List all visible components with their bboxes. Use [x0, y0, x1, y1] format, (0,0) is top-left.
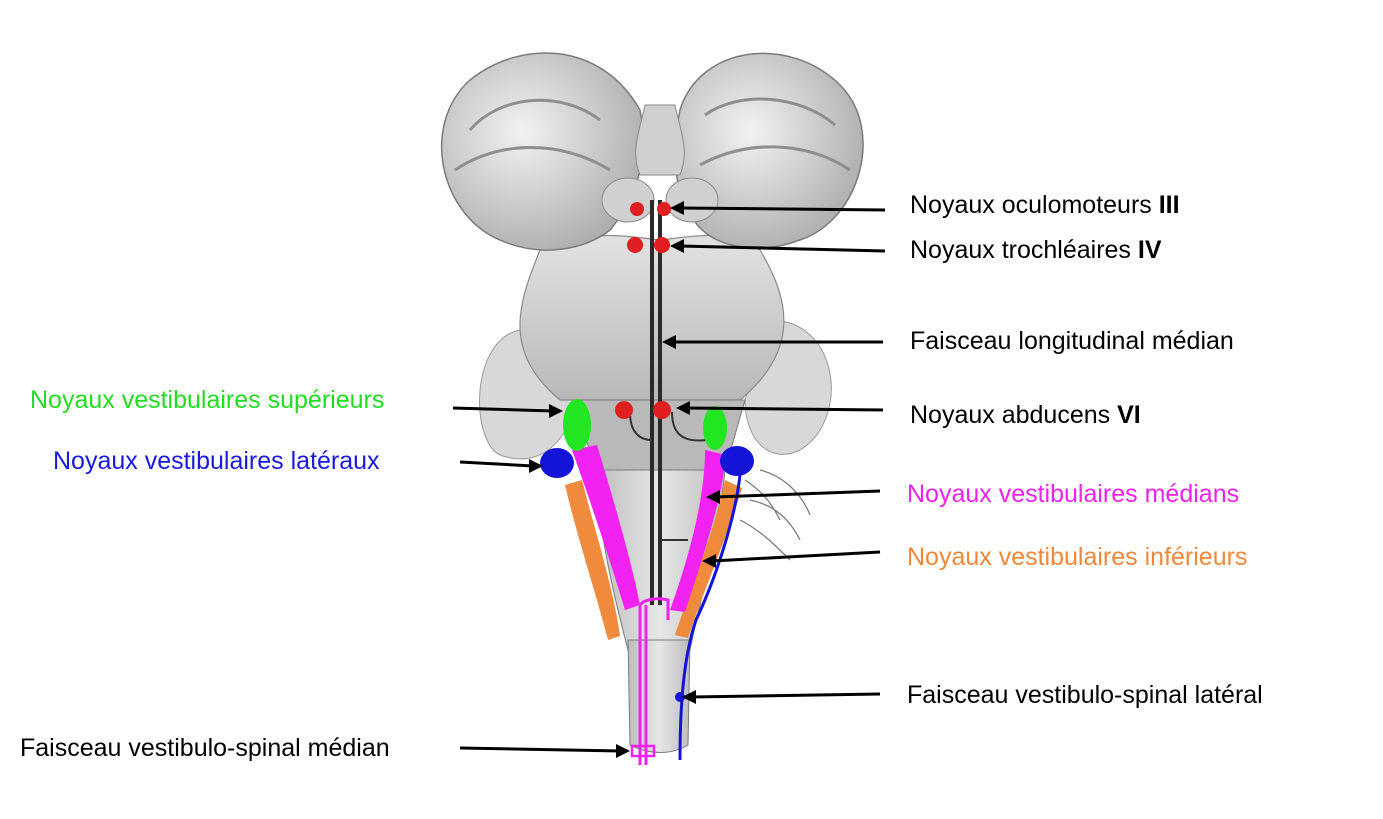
trochlear-nucleus-left — [627, 237, 643, 253]
label-abducens — [910, 400, 1141, 430]
trochlear-nucleus-right — [654, 237, 670, 253]
arrow-abducens — [686, 408, 883, 410]
label-abducens-numeral: VI — [1117, 401, 1141, 429]
label-lateraux-text: Noyaux vestibulaires latéraux — [53, 447, 380, 475]
label-oculomoteurs-text: Noyaux oculomoteurs — [910, 191, 1159, 219]
label-vs-lateral — [907, 680, 1263, 710]
label-flm — [910, 326, 1234, 356]
left-thalamus — [442, 53, 643, 250]
label-inferieurs — [907, 542, 1247, 572]
label-superieurs-text: Noyaux vestibulaires supérieurs — [30, 386, 385, 414]
lateral-vestibular-nucleus-left — [540, 448, 574, 478]
arrow-vs-median — [460, 748, 620, 751]
arrow-lateraux — [460, 462, 533, 466]
superior-vestibular-nucleus-left — [563, 399, 591, 451]
label-oculomoteurs-numeral: III — [1158, 191, 1180, 219]
label-trochleaires-text: Noyaux trochléaires — [910, 236, 1138, 264]
pineal-stalk — [636, 105, 685, 175]
label-superieurs — [30, 385, 384, 415]
arrow-vs-lateral — [692, 694, 880, 697]
nerve-roots — [740, 470, 810, 560]
oculomotor-nucleus-right — [657, 202, 671, 216]
label-vs-median-text: Faisceau vestibulo-spinal médian — [20, 734, 390, 762]
mlf-left — [650, 200, 654, 605]
label-vs-median — [20, 733, 390, 763]
label-flm-text: Faisceau longitudinal médian — [910, 327, 1234, 355]
label-medians — [907, 479, 1239, 509]
arrow-inferieurs — [712, 552, 880, 561]
colliculus-right — [666, 178, 718, 222]
abducens-nucleus-left — [615, 401, 633, 419]
label-vs-lateral-text: Faisceau vestibulo-spinal latéral — [907, 681, 1263, 709]
abducens-nucleus-right — [653, 401, 671, 419]
label-oculomoteurs — [910, 190, 1180, 220]
label-inferieurs-text: Noyaux vestibulaires inférieurs — [907, 543, 1248, 571]
superior-vestibular-nucleus-right — [703, 406, 727, 450]
label-trochleaires — [910, 235, 1162, 265]
label-trochleaires-numeral: IV — [1137, 236, 1162, 264]
colliculus-left — [602, 178, 654, 222]
arrow-oculomoteurs — [680, 208, 885, 210]
lateral-vestibular-nucleus-right — [720, 446, 754, 476]
arrowhead-vs-median — [616, 744, 630, 758]
label-lateraux — [53, 446, 380, 476]
label-medians-text: Noyaux vestibulaires médians — [907, 480, 1240, 508]
label-abducens-text: Noyaux abducens — [910, 401, 1118, 429]
oculomotor-nucleus-left — [630, 202, 644, 216]
